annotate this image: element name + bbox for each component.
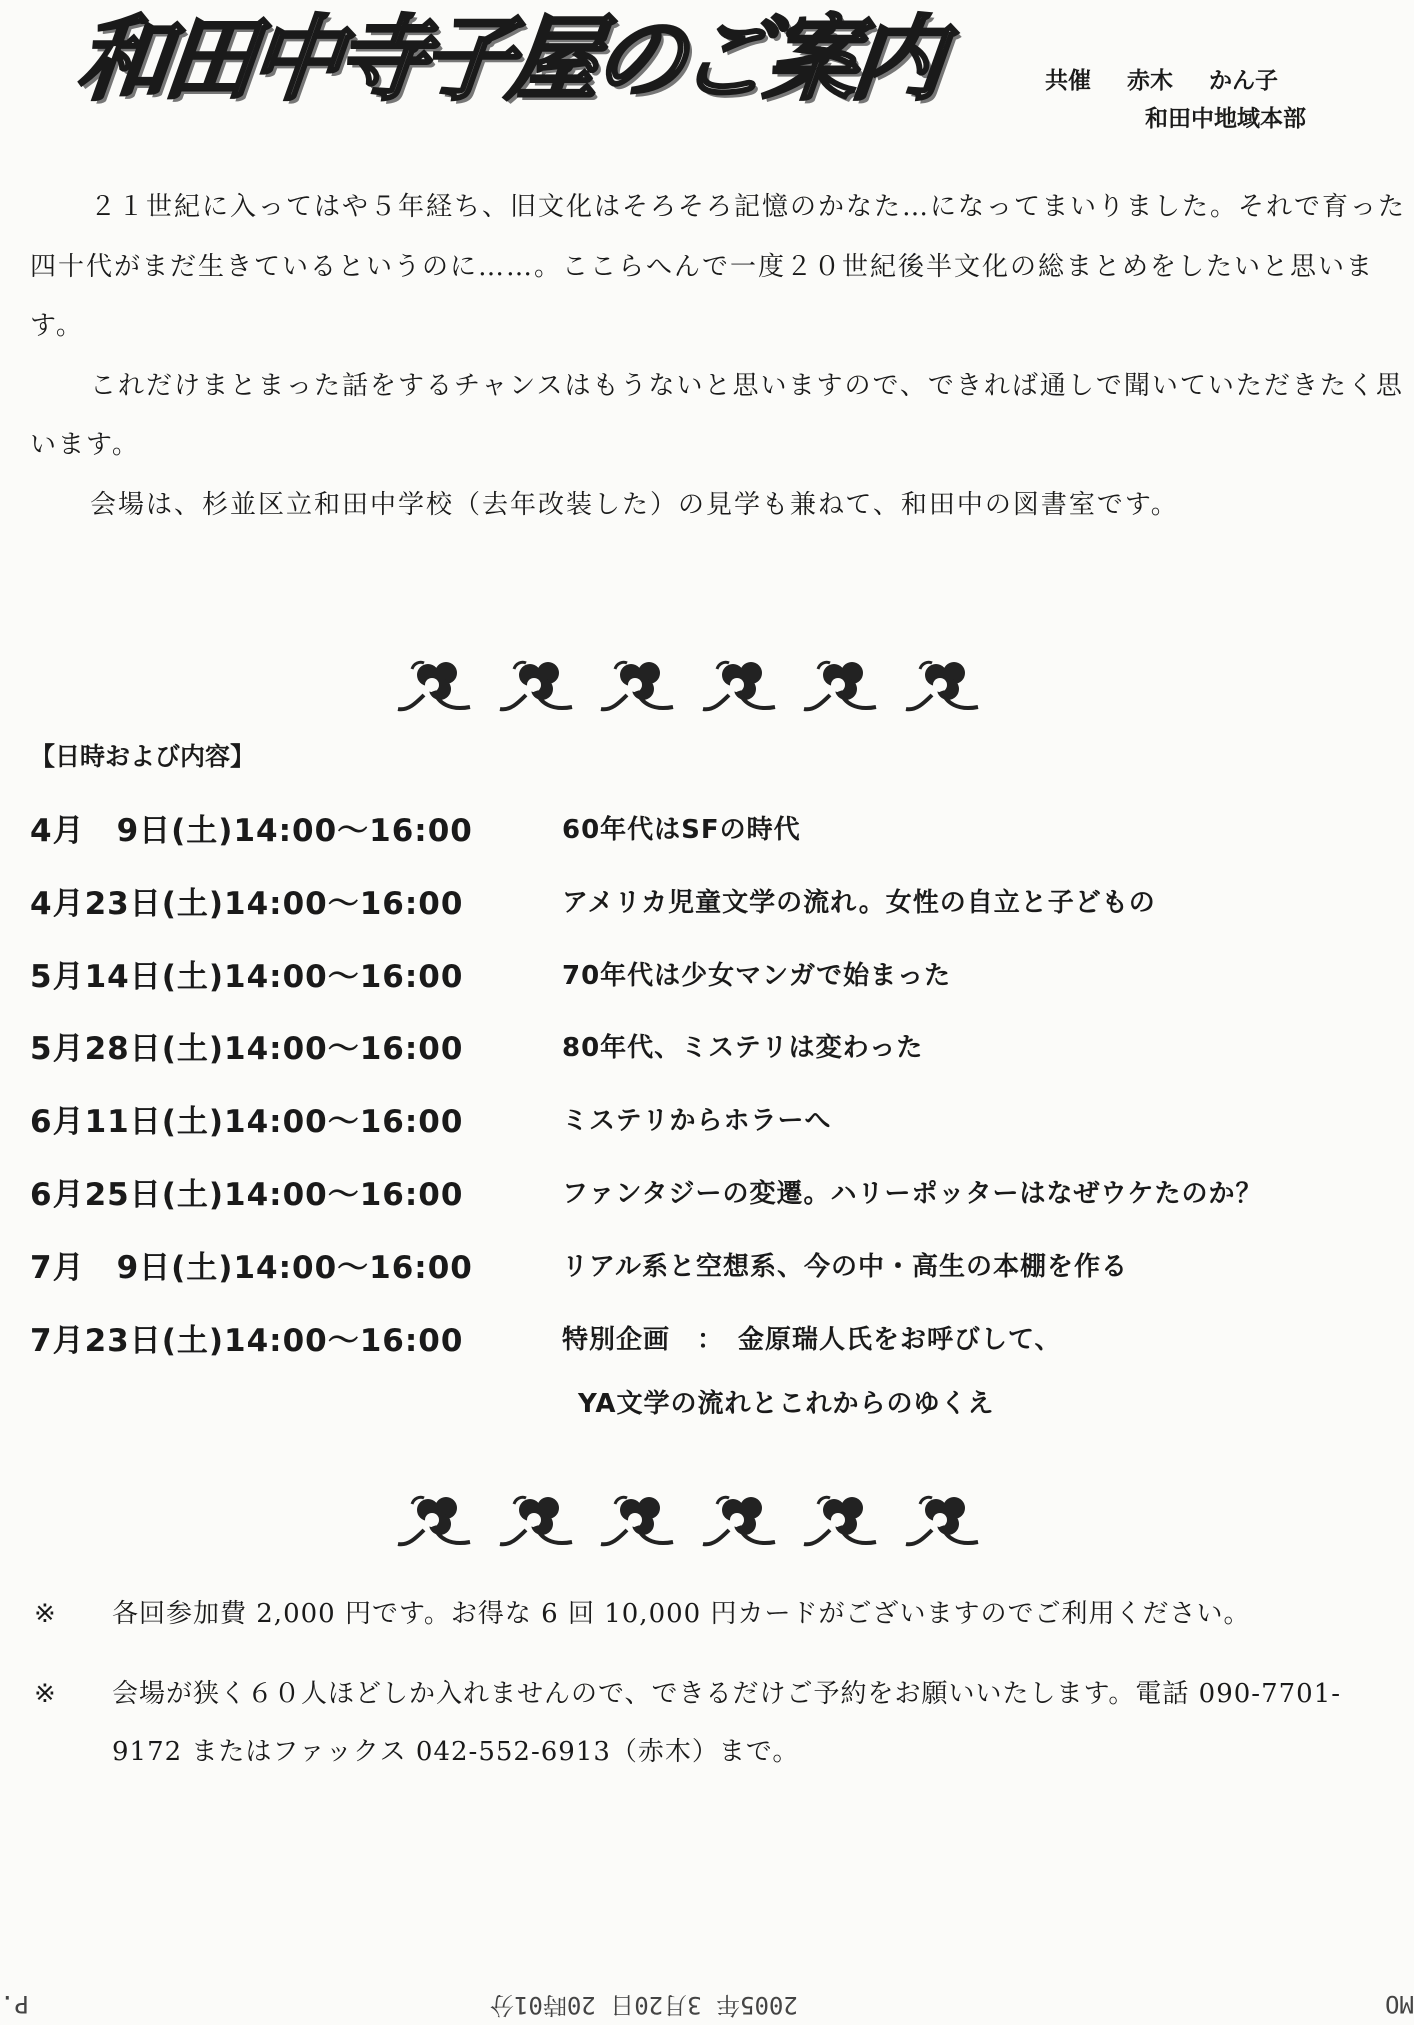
fax-footer-sender: MO — [1385, 1990, 1414, 2018]
schedule-topic: ミステリからホラーへ — [562, 1106, 832, 1137]
clover-flourish-icon — [699, 1490, 781, 1552]
schedule-date: 5月14日(土)14:00～16:00 — [30, 958, 464, 995]
clover-flourish-icon — [800, 655, 882, 717]
intro-paragraph-2: これだけまとまった話をするチャンスはもうないと思いますので、できれば通しで聞いていただきたく思います。 — [30, 370, 1404, 460]
schedule-date: 4月23日(土)14:00～16:00 — [30, 885, 464, 922]
schedule-topic: 60年代はSFの時代 — [562, 815, 801, 845]
notes-list — [30, 1585, 1410, 1803]
schedule-row — [30, 805, 1410, 878]
clover-flourish-icon — [597, 1490, 679, 1552]
intro-paragraph-3: 会場は、杉並区立和田中学校（去年改装した）の見学も兼ねて、和田中の図書室です。 — [90, 489, 1179, 520]
clover-flourish-icon — [496, 655, 578, 717]
clover-flourish-icon — [394, 1490, 476, 1552]
sponsor-label: 共催 — [1045, 68, 1091, 94]
clover-flourish-icon — [902, 655, 984, 717]
schedule-topic: 80年代、ミステリは変わった — [562, 1033, 924, 1064]
note-text: 各回参加費 2,000 円です。お得な 6 回 10,000 円カードがございますのでご利用ください。 — [112, 1599, 1251, 1629]
schedule-row — [30, 1023, 1410, 1096]
ornament-divider-top — [394, 655, 984, 725]
clover-flourish-icon — [394, 655, 476, 717]
intro-text — [30, 178, 1410, 535]
ornament-divider-bottom — [394, 1490, 984, 1560]
clover-flourish-icon — [496, 1490, 578, 1552]
schedule-date: 6月11日(土)14:00～16:00 — [30, 1104, 464, 1141]
note-text: 会場が狭く６０人ほどしか入れませんので、できるだけご予約をお願いいたします。電話 090-7701-9172 またはファックス 042-552-6913（赤木）まで。 — [112, 1679, 1342, 1767]
clover-flourish-icon — [699, 655, 781, 717]
schedule-heading: 【日時および内容】 — [30, 742, 256, 771]
schedule-date: 5月28日(土)14:00～16:00 — [30, 1031, 464, 1068]
schedule-topic: ファンタジーの変遷。ハリーポッターはなぜウケたのか？ — [562, 1178, 1263, 1209]
schedule-row — [30, 1096, 1410, 1169]
schedule-topic: 70年代は少女マンガで始まった — [562, 960, 952, 991]
clover-flourish-icon — [902, 1490, 984, 1552]
note-mark: ※ — [34, 1599, 57, 1629]
sponsor-org: 和田中地域本部 — [1145, 106, 1306, 132]
sponsor-name-surname: 赤木 — [1127, 68, 1174, 94]
note-mark: ※ — [34, 1679, 57, 1709]
schedule-row — [30, 878, 1410, 951]
clover-flourish-icon — [800, 1490, 882, 1552]
sponsor-name-given: かん子 — [1209, 68, 1279, 94]
schedule-row — [30, 951, 1410, 1024]
schedule-date: 6月25日(土)14:00～16:00 — [30, 1176, 464, 1213]
sponsor-block — [1045, 62, 1306, 138]
clover-flourish-icon — [597, 655, 679, 717]
schedule-row — [30, 1315, 1410, 1388]
fax-footer-timestamp: 2005年 3月20日 20時01分 — [490, 1991, 798, 2019]
schedule-topic: アメリカ児童文学の流れ。女性の自立と子どもの — [562, 887, 1156, 918]
schedule-row — [30, 1242, 1410, 1315]
schedule-row — [30, 1169, 1410, 1242]
intro-paragraph-1: ２１世紀に入ってはや５年経ち、旧文化はそろそろ記憶のかなた…になってまいりました。それで育った四十代がまだ生きているというのに……。ここらへんで一度２０世紀後半文化の総まとめをしたいと思います。 — [30, 192, 1407, 341]
note-item — [30, 1665, 1410, 1781]
page-title: 和田中寺子屋のご案内 — [72, 6, 944, 113]
note-item — [30, 1585, 1410, 1643]
schedule-date: 7月 9日(土)14:00～16:00 — [30, 1249, 473, 1286]
fax-footer-page: P. — [0, 1990, 29, 2018]
schedule-list — [30, 805, 1410, 1387]
schedule-topic: リアル系と空想系、今の中・高生の本棚を作る — [562, 1251, 1128, 1282]
schedule-date: 4月 9日(土)14:00～16:00 — [30, 813, 473, 849]
schedule-date: 7月23日(土)14:00～16:00 — [30, 1322, 464, 1359]
schedule-topic-continuation: YA文学の流れとこれからのゆくえ — [578, 1389, 995, 1419]
schedule-topic: 特別企画 ： 金原瑞人氏をお呼びして、 — [562, 1324, 1062, 1355]
